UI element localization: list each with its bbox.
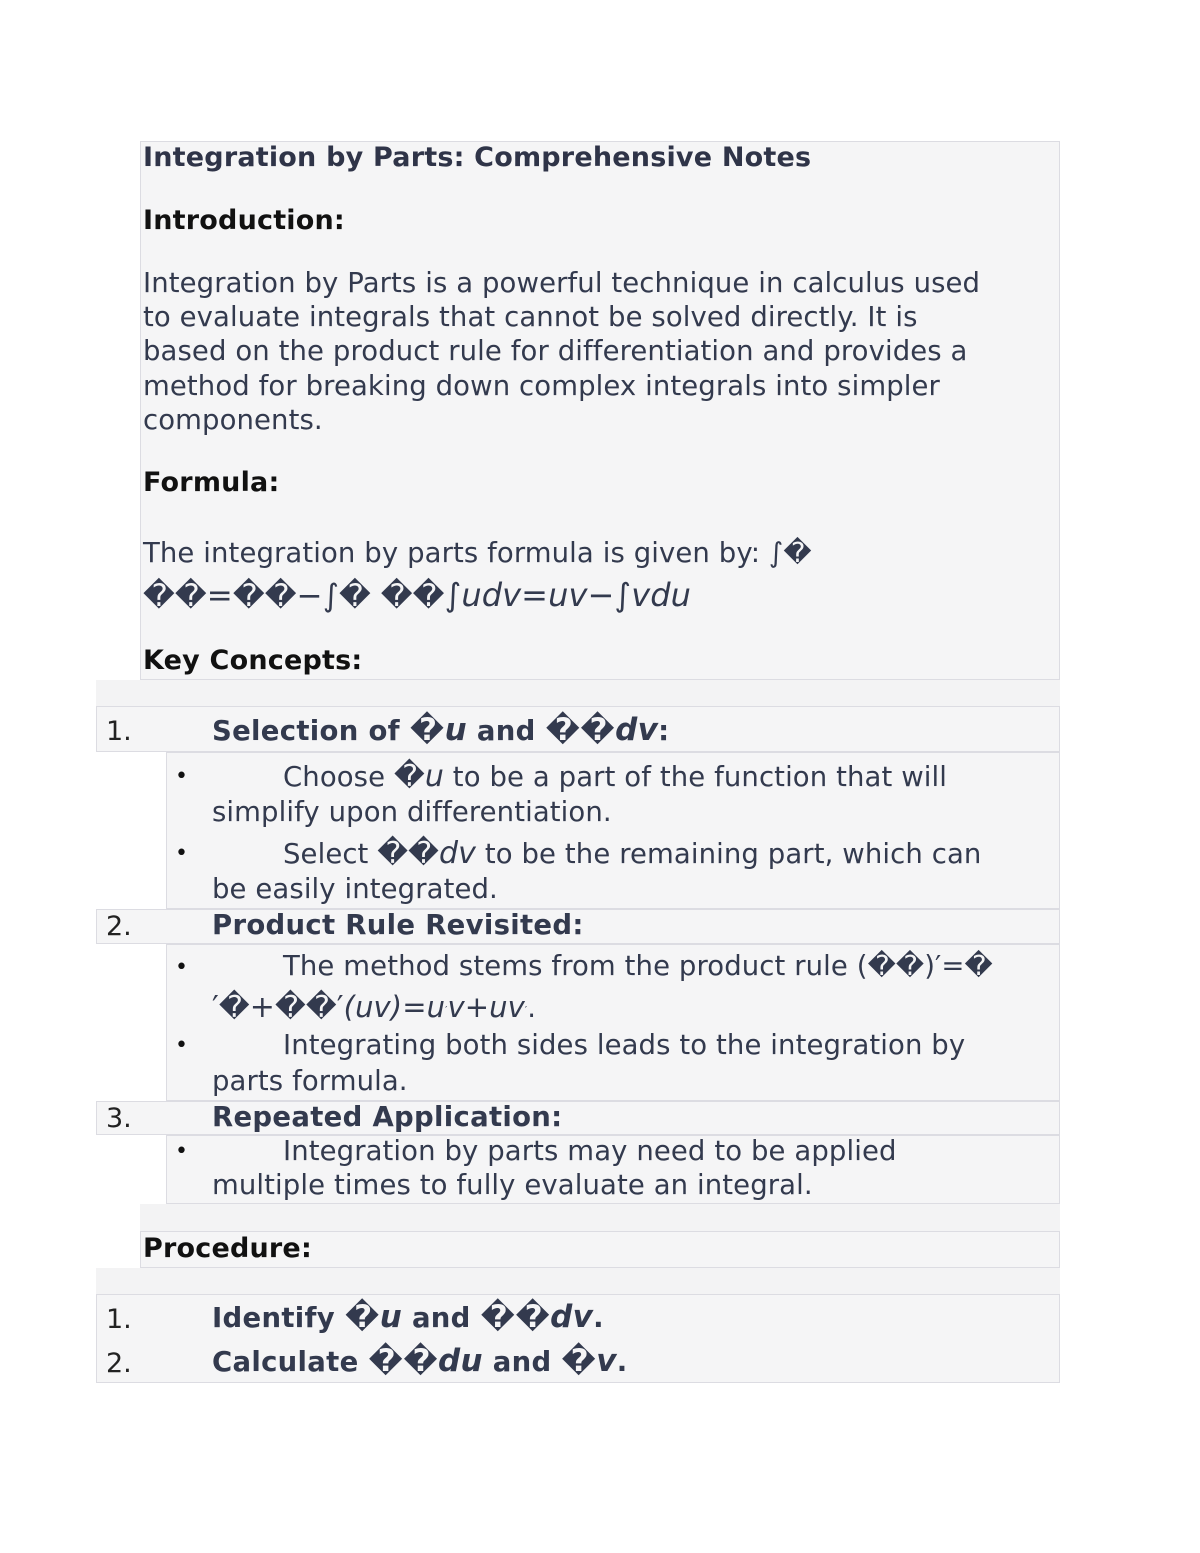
bullet-line: Integrating both sides leads to the integration by xyxy=(283,1029,966,1061)
step-text: . xyxy=(616,1346,628,1378)
prime-mark: ′ xyxy=(445,1005,448,1016)
garbled-glyph: �� xyxy=(545,712,616,748)
intro-line: based on the product rule for differentiation and provides a xyxy=(143,335,968,368)
concept-title-text: and xyxy=(466,715,546,747)
spacer-strip-3 xyxy=(96,1268,1060,1294)
math-symbol: dv xyxy=(550,1299,594,1335)
step-text: and xyxy=(402,1302,481,1334)
math-symbol: v xyxy=(596,1343,617,1379)
concept-title-text: : xyxy=(658,715,670,747)
bullet-line: simplify upon differentiation. xyxy=(212,796,612,828)
bullet-line: The method stems from the product rule (��)′=� xyxy=(283,950,993,982)
bullet-icon: • xyxy=(175,955,188,980)
bullet-line: be easily integrated. xyxy=(212,873,498,905)
bullet-icon: • xyxy=(175,1033,188,1058)
intro-line: Integration by Parts is a powerful technique in calculus used xyxy=(143,267,981,299)
procedure-step xyxy=(212,1343,627,1379)
bullet-line xyxy=(283,759,947,794)
math-symbol: u xyxy=(379,1299,403,1335)
garbled-glyph: � xyxy=(393,759,425,794)
bullet-text: . xyxy=(527,992,537,1024)
garbled-glyph: � xyxy=(409,712,445,748)
garbled-glyph: � xyxy=(344,1299,380,1335)
concept-title: Product Rule Revisited: xyxy=(212,909,584,941)
bullet-text: to be the remaining part, which can xyxy=(476,838,982,870)
formula-heading: Formula: xyxy=(143,467,280,498)
math-symbol: dv xyxy=(439,836,477,871)
bullet-line: multiple times to fully evaluate an integral. xyxy=(212,1169,813,1201)
introduction-heading: Introduction: xyxy=(143,205,345,236)
concept-number: 3. xyxy=(106,1103,132,1134)
garbled-glyph: � xyxy=(561,1343,597,1379)
garbled-glyph: ′�+��′ xyxy=(212,990,344,1025)
bullet-icon: • xyxy=(175,764,188,789)
formula-math: ∫udv=uv−∫vdu xyxy=(444,576,692,614)
garbled-glyph: �� xyxy=(377,836,440,871)
bullet-text: to be a part of the function that will xyxy=(443,761,948,793)
step-text: . xyxy=(593,1302,604,1334)
bullet-line: Integration by parts may need to be applied xyxy=(283,1135,897,1167)
math-symbol: dv xyxy=(615,712,659,748)
formula-line xyxy=(143,576,691,614)
formula-text: The integration by parts formula is given by: ∫� xyxy=(143,537,812,569)
spacer-strip xyxy=(96,680,1060,706)
key-concepts-heading: Key Concepts: xyxy=(143,645,363,676)
intro-line: to evaluate integrals that cannot be solved directly. It is xyxy=(143,301,918,334)
procedure-heading: Procedure: xyxy=(143,1233,312,1264)
step-number: 1. xyxy=(106,1304,132,1335)
intro-line: components. xyxy=(143,403,323,436)
concept-title-text: Selection of xyxy=(212,715,410,747)
garbled-glyph: �� xyxy=(480,1299,551,1335)
bullet-line xyxy=(283,836,981,871)
bullet-icon: • xyxy=(175,841,188,866)
math-expression: (uv) xyxy=(343,990,403,1024)
concept-title xyxy=(212,712,669,748)
concept-number: 2. xyxy=(106,911,132,942)
prime-mark: ′ xyxy=(524,1005,528,1016)
bullet-line xyxy=(212,990,536,1025)
concept-number: 1. xyxy=(106,716,132,747)
math-symbol: u xyxy=(424,759,444,794)
document-title: Integration by Parts: Comprehensive Notes xyxy=(143,142,812,173)
bullet-icon: • xyxy=(175,1139,188,1164)
procedure-step xyxy=(212,1299,604,1335)
math-symbol: u xyxy=(444,712,467,748)
garbled-glyph: �� xyxy=(368,1343,439,1379)
step-text: and xyxy=(482,1346,562,1378)
introduction-paragraph xyxy=(143,266,1053,437)
math-expression: v+uv xyxy=(447,990,525,1024)
concept-title: Repeated Application: xyxy=(212,1101,563,1133)
bullet-text: Select xyxy=(283,838,378,870)
spacer-strip-2 xyxy=(140,1204,1060,1231)
math-expression: =u xyxy=(402,990,446,1024)
bullet-line: parts formula. xyxy=(212,1065,408,1097)
bullet-text: Choose xyxy=(283,761,394,793)
formula-garbled: ��=��−∫� �� xyxy=(143,578,445,614)
step-text: Calculate xyxy=(212,1346,369,1378)
step-number: 2. xyxy=(106,1348,132,1379)
intro-line: method for breaking down complex integrals into simpler xyxy=(143,369,940,402)
math-symbol: du xyxy=(438,1343,483,1379)
step-text: Identify xyxy=(212,1302,345,1334)
